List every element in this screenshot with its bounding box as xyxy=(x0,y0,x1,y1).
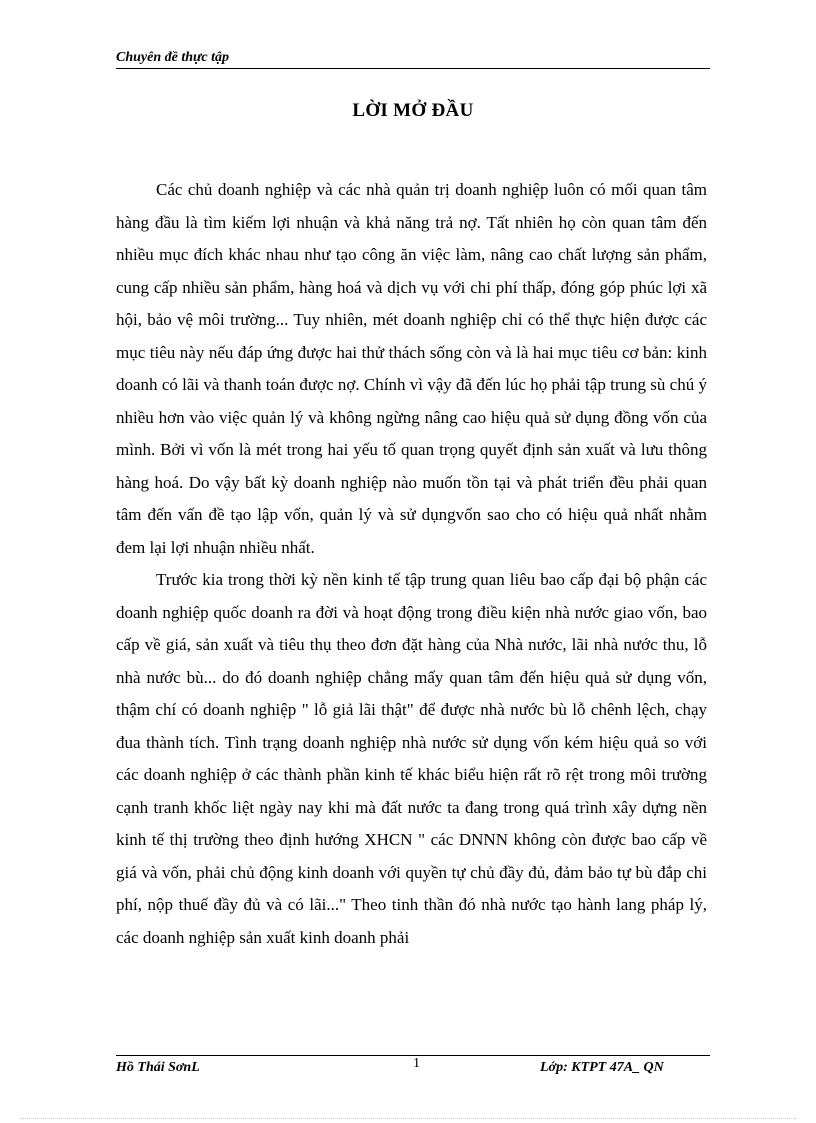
header-title: Chuyên đề thực tập xyxy=(116,50,230,65)
paragraph-1: Các chủ doanh nghiệp và các nhà quản trị doanh nghiệp luôn có mối quan tâm hàng đầu là tìm kiếm lợi nhuận và khả năng trả nợ. Tất nhiên họ còn quan tâm đến nhiều mục đích khác nhau như tạo công ăn việc làm, nâng cao chất lượng sản phẩm, cung cấp nhiều sản phẩm, hàng hoá và dịch vụ với chi phí thấp, đóng góp phúc lợi xã hội, bảo vệ môi trường... Tuy nhiên, mét doanh nghiệp chỉ có thể thực hiện được các mục tiêu này nếu đáp ứng được hai thử thách sống còn và là hai mục tiêu cơ bản: kinh doanh có lãi và thanh toán được nợ. Chính vì vậy đã đến lúc họ phải tập trung sù chú ý nhiều hơn vào việc quản lý và không ngừng nâng cao hiệu quả sử dụng đồng vốn của mình. Bởi vì vốn là mét trong hai yếu tố quan trọng quyết định sản xuất và lưu thông hàng hoá. Do vậy bất kỳ doanh nghiệp nào muốn tồn tại và phát triển đều phải quan tâm đến vấn đề tạo lập vốn, quản lý và sử dụngvốn sao cho có hiệu quả nhất nhằm đem lại lợi nhuận nhiều nhất. xyxy=(116,180,707,557)
footer-author: Hồ Thái SơnL xyxy=(116,1060,200,1075)
paragraph-2: Trước kia trong thời kỳ nền kinh tế tập trung quan liêu bao cấp đại bộ phận các doanh nghiệp quốc doanh ra đời và hoạt động trong điều kiện nhà nước giao vốn, bao cấp về giá, sản xuất và tiêu thụ theo đơn đặt hàng của Nhà nước, lãi nhà nước thu, lỗ nhà nước bù... do đó doanh nghiệp chẳng mấy quan tâm đến hiệu quả sử dụng vốn, thậm chí có doanh nghiệp " lỗ giả lãi thật" để được nhà nước bù lỗ chênh lệch, chạy đua thành tích. Tình trạng doanh nghiệp nhà nước sử dụng vốn kém hiệu quả so với các doanh nghiệp ở các thành phần kinh tế khác biểu hiện rất rõ rệt trong môi trường cạnh tranh khốc liệt ngày nay khi mà đất nước ta đang trong quá trình xây dựng nền kinh tế thị trường theo định hướng XHCN " các DNNN không còn được bao cấp về giá và vốn, phải chủ động kinh doanh với quyền tự chủ đầy đủ, đảm bảo tự bù đắp chi phí, nộp thuế đầy đủ và có lãi..." Theo tinh thần đó nhà nước tạo hành lang pháp lý, các doanh nghiệp sản xuất kinh doanh phải xyxy=(116,570,707,947)
body-text xyxy=(116,174,707,954)
footer-class: Lớp: KTPT 47A_ QN xyxy=(540,1060,664,1075)
page-header xyxy=(116,48,710,69)
page-number: 1 xyxy=(413,1056,420,1071)
page-edge-divider xyxy=(20,1118,796,1119)
document-title: LỜI MỞ ĐẦU xyxy=(352,100,474,121)
